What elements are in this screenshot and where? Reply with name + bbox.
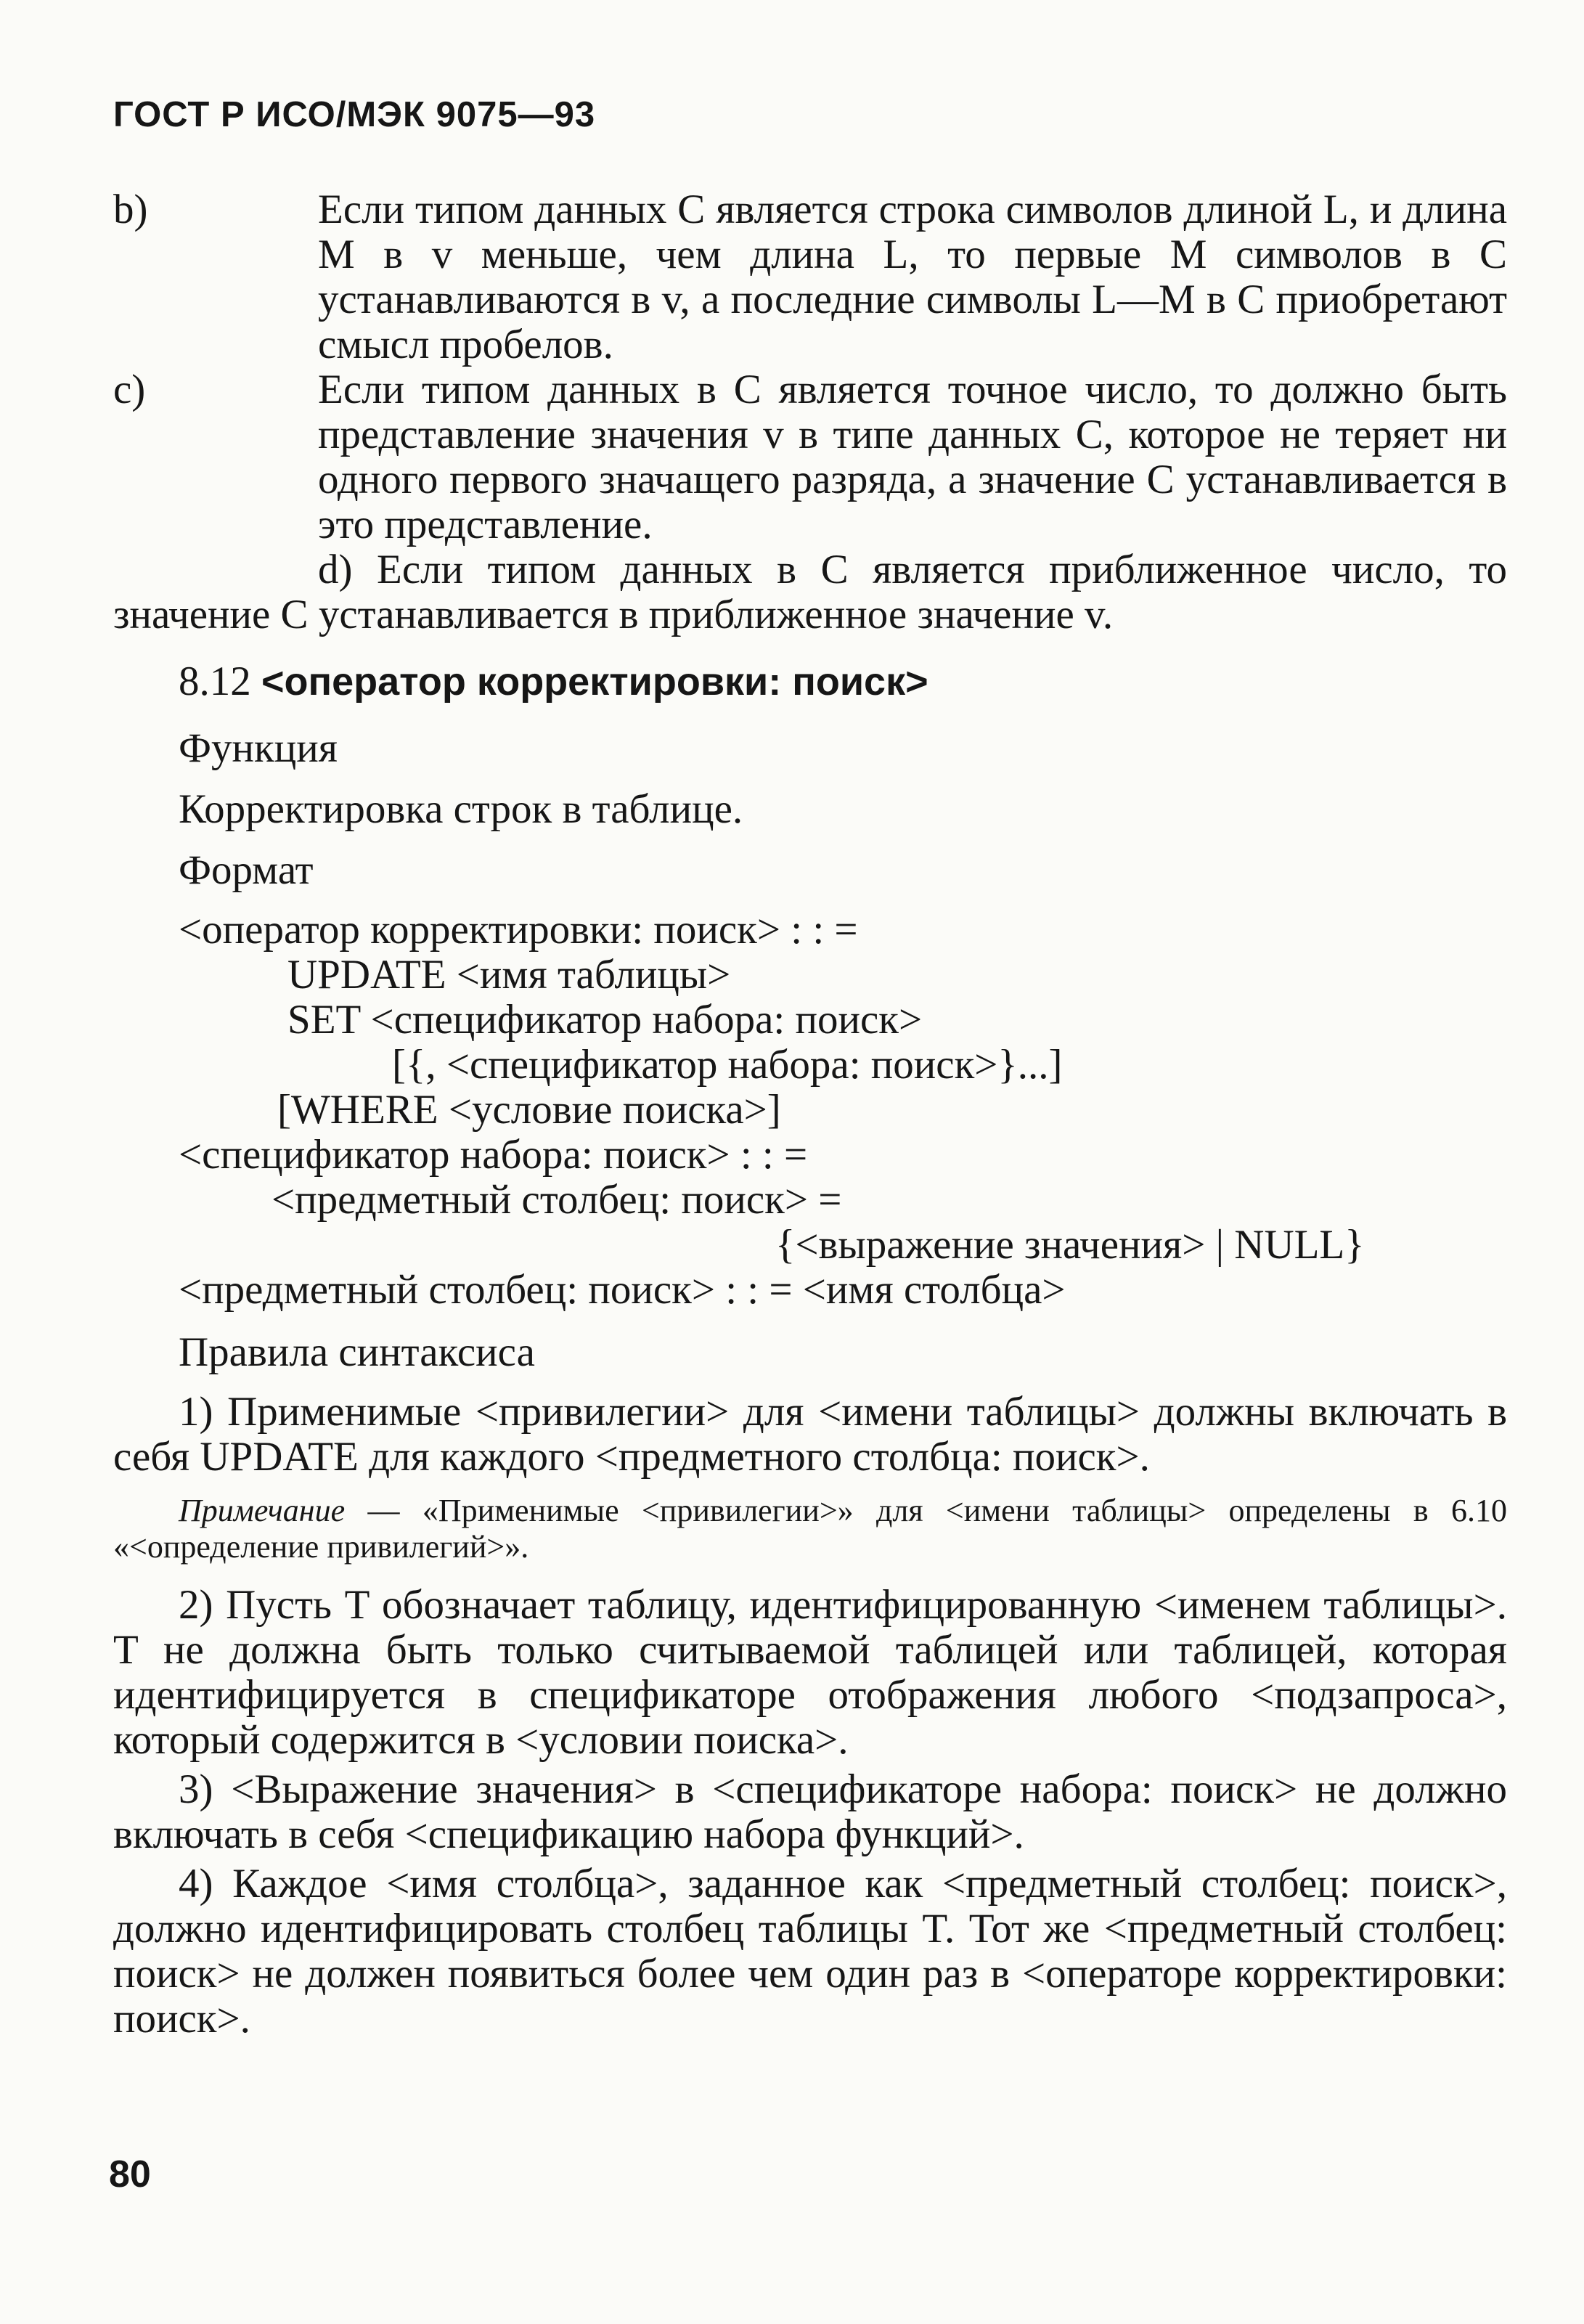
item-label: c) [113, 367, 146, 412]
rule-2: 2) Пусть T обозначает таблицу, идентифицированную <именем таблицы>. T не должна быть только считываемой таблицей или таблицей, которая идентифицируется в спецификаторе отображения любого <подзапроса>, который содержится в <условии поиска>. [113, 1582, 1507, 1763]
format-line: <предметный столбец: поиск> : : = <имя столбца> [179, 1267, 1066, 1313]
rule-4: 4) Каждое <имя столбца>, заданное как <предметный столбец: поиск>, должно идентифицировать столбец таблицы T. Тот же <предметный столбец: поиск> не должен появиться более чем один раз в <операторе корректировки: поиск>. [113, 1861, 1507, 2042]
note-text: — «Применимые <привилегии>» для <имени таблицы> определены в 6.10 «<определение привилегий>». [113, 1493, 1507, 1565]
page-body [113, 187, 1507, 2046]
note [113, 1493, 1507, 1565]
section-heading [179, 658, 1507, 706]
format-line: {<выражение значения> | NULL} [775, 1222, 1365, 1268]
format-line: <оператор корректировки: поиск> : : = [179, 907, 858, 953]
format-line: [{, <спецификатор набора: поиск>}...] [392, 1042, 1063, 1088]
format-line: <предметный столбец: поиск> = [272, 1177, 842, 1223]
item-label: d) [318, 547, 353, 592]
document-header: ГОСТ Р ИСО/МЭК 9075—93 [113, 95, 596, 134]
item-text: Если типом данных в C является приближенное число, то значение C устанавливается в приближенное значение v. [113, 547, 1507, 637]
format-heading: Формат [179, 847, 314, 893]
function-text: Корректировка строк в таблице. [179, 786, 743, 832]
rule-3: 3) <Выражение значения> в <спецификаторе набора: поиск> не должно включать в себя <спецификацию набора функций>. [113, 1766, 1507, 1857]
item-text: Если типом данных C является строка символов длиной L, и длина M в v меньше, чем длина L, то первые M символов в C устанавливаются в v, а последние символы L—M в C приобретают смысл пробелов. [318, 187, 1507, 367]
rule-1: 1) Применимые <привилегии> для <имени таблицы> должны включать в себя UPDATE для каждого <предметного столбца: поиск>. [113, 1389, 1507, 1480]
rules-heading: Правила синтаксиса [179, 1329, 535, 1375]
list-item [113, 367, 1507, 547]
format-line: [WHERE <условие поиска>] [277, 1087, 781, 1133]
format-line: <спецификатор набора: поиск> : : = [179, 1132, 808, 1178]
format-block [113, 908, 1507, 1313]
section-number: 8.12 [179, 659, 251, 704]
page-number: 80 [109, 2153, 151, 2195]
function-heading: Функция [179, 725, 338, 771]
item-text: Если типом данных в C является точное число, то должно быть представление значения v в типе данных C, которое не теряет ни одного первого значащего разряда, а значение C устанавливается в это представление. [318, 367, 1507, 547]
format-line: SET <спецификатор набора: поиск> [287, 997, 923, 1043]
note-label: Примечание [179, 1493, 346, 1528]
list-item [113, 547, 1507, 637]
section-title: <оператор корректировки: поиск> [261, 660, 928, 704]
list-item [113, 187, 1507, 367]
item-label: b) [113, 187, 148, 232]
format-line: UPDATE <имя таблицы> [287, 952, 731, 998]
